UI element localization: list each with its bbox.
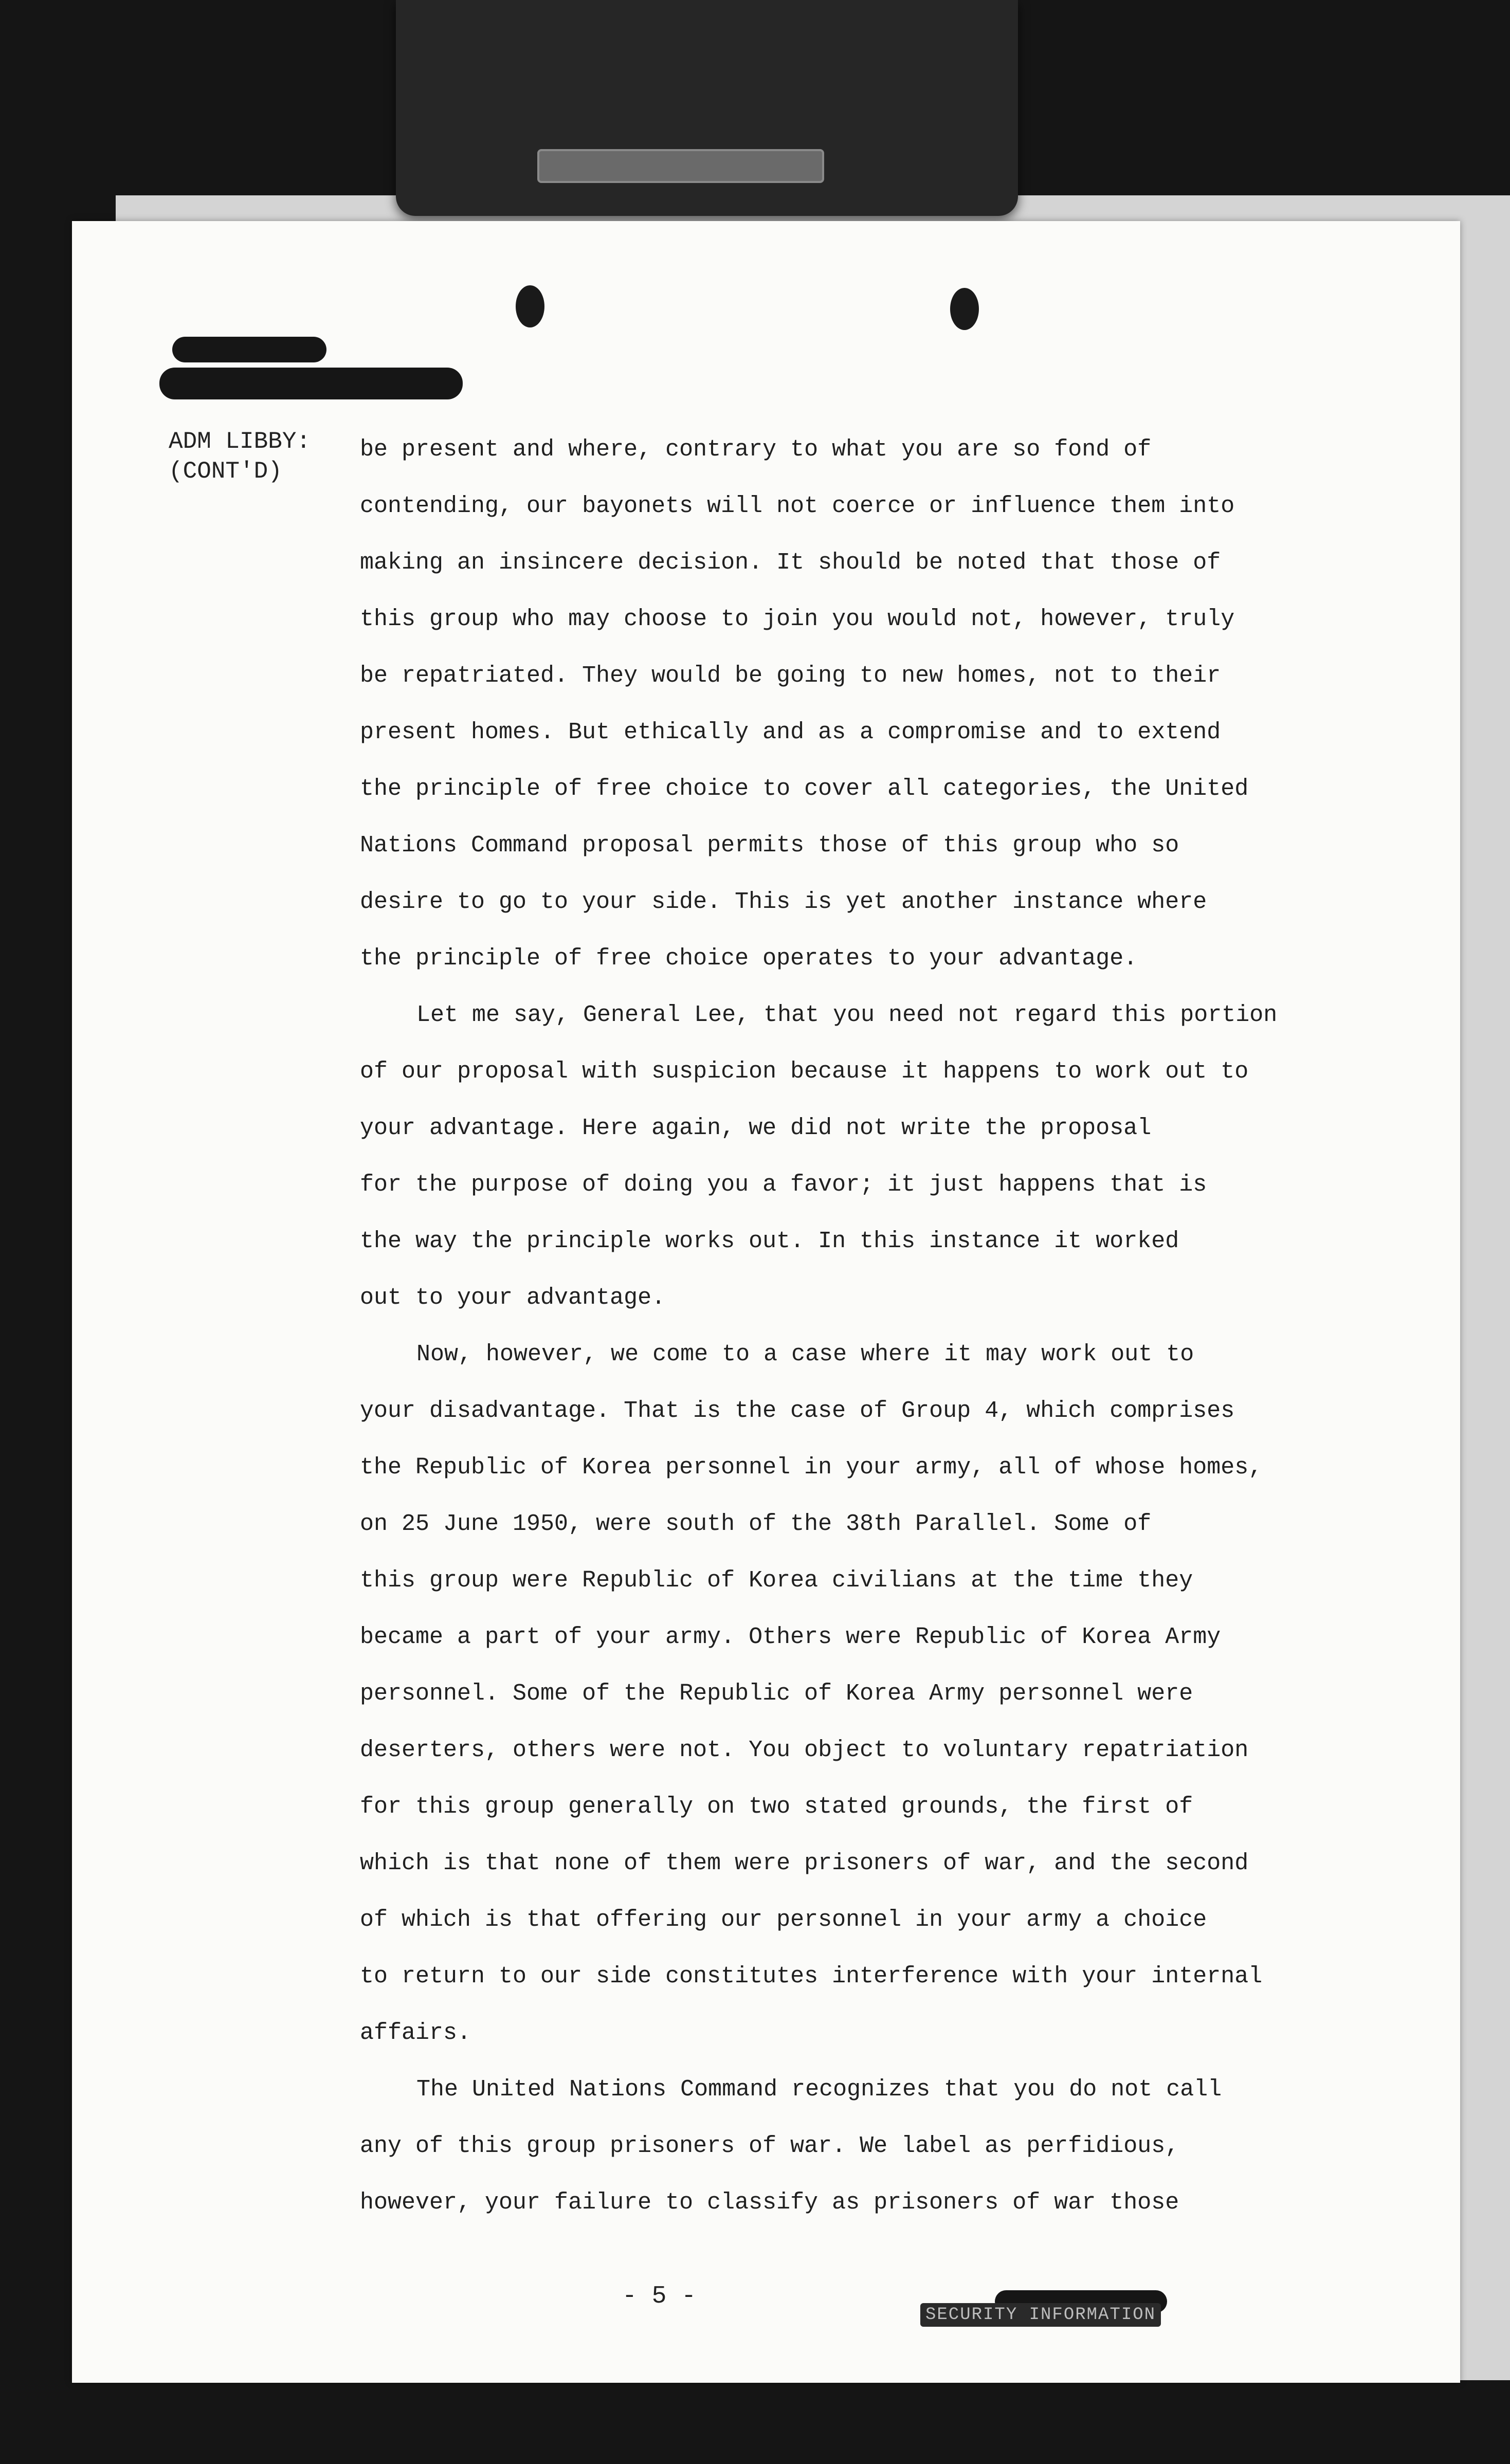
text-line: desire to go to your side. This is yet another instance where — [360, 889, 1207, 915]
text-line: on 25 June 1950, were south of the 38th Parallel. Some of — [360, 1511, 1152, 1537]
text-line: affairs. — [360, 2020, 471, 2046]
text-line: for the purpose of doing you a favor; it just happens that is — [360, 1172, 1207, 1198]
text-line: the principle of free choice to cover all categories, the United — [360, 776, 1249, 802]
text-line: any of this group prisoners of war. We label as perfidious, — [360, 2133, 1179, 2159]
text-line: of which is that offering our personnel in your army a choice — [360, 1907, 1207, 1933]
text-line: personnel. Some of the Republic of Korea Army personnel were — [360, 1681, 1193, 1707]
text-line: of our proposal with suspicion because it happens to work out to — [360, 1058, 1249, 1085]
text-line: Let me say, General Lee, that you need not regard this portion — [416, 1002, 1278, 1028]
speaker-label: ADM LIBBY: (CONT'D) — [169, 428, 311, 485]
text-line: which is that none of them were prisoners of war, and the second — [360, 1850, 1249, 1876]
text-line: the Republic of Korea personnel in your army, all of whose homes, — [360, 1454, 1263, 1481]
text-line: however, your failure to classify as prisoners of war those — [360, 2189, 1179, 2216]
punch-hole-right — [950, 288, 979, 330]
text-line: this group were Republic of Korea civilians at the time they — [360, 1567, 1193, 1594]
redaction-bar-header — [159, 368, 463, 399]
text-line: be repatriated. They would be going to new homes, not to their — [360, 663, 1221, 689]
text-line: to return to our side constitutes interference with your internal — [360, 1963, 1263, 1990]
text-line: out to your advantage. — [360, 1285, 666, 1311]
text-line: present homes. But ethically and as a compromise and to extend — [360, 719, 1221, 745]
text-line: became a part of your army. Others were Republic of Korea Army — [360, 1624, 1221, 1650]
classification-marking: SECURITY INFORMATION — [920, 2303, 1161, 2327]
text-line: Now, however, we come to a case where it may work out to — [416, 1341, 1194, 1367]
text-line: your advantage. Here again, we did not write the proposal — [360, 1115, 1152, 1141]
text-line: be present and where, contrary to what you are so fond of — [360, 436, 1152, 463]
text-line: for this group generally on two stated grounds, the first of — [360, 1794, 1193, 1820]
page-number: - 5 - — [622, 2283, 697, 2310]
clip-plate — [537, 149, 824, 183]
text-line: the principle of free choice operates to your advantage. — [360, 945, 1138, 972]
punch-hole-left — [516, 285, 544, 327]
redaction-bar-top — [172, 337, 326, 362]
text-line: your disadvantage. That is the case of Group 4, which comprises — [360, 1398, 1235, 1424]
text-line: making an insincere decision. It should be noted that those of — [360, 550, 1221, 576]
clipboard-clip — [396, 0, 1018, 216]
text-line: deserters, others were not. You object to voluntary repatriation — [360, 1737, 1249, 1763]
text-line: this group who may choose to join you would not, however, truly — [360, 606, 1235, 632]
text-line: Nations Command proposal permits those of this group who so — [360, 832, 1179, 859]
text-line: contending, our bayonets will not coerce or influence them into — [360, 493, 1235, 519]
transcript-body — [360, 422, 1311, 2231]
text-line: the way the principle works out. In this instance it worked — [360, 1228, 1179, 1254]
text-line: The United Nations Command recognizes that you do not call — [416, 2076, 1222, 2103]
